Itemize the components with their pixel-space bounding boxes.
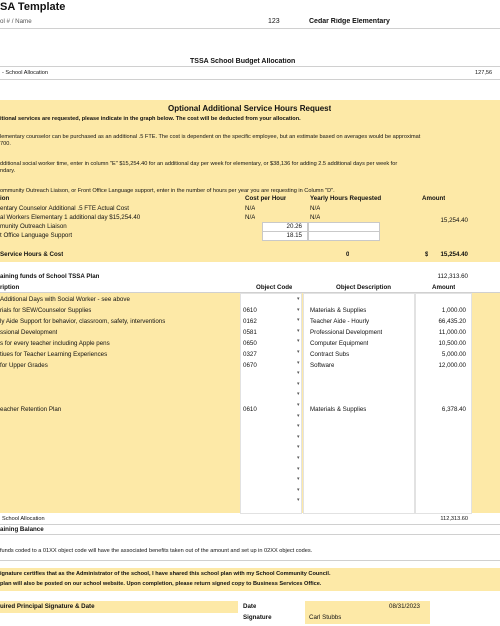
service-row-amount: 15,254.40 <box>440 217 468 224</box>
plan-row-amount[interactable]: 1,000.00 <box>441 307 466 314</box>
chevron-down-icon[interactable]: ▾ <box>297 476 300 482</box>
service-row-desc: al Workers Elementary 1 additional day $15,254.40 <box>0 214 141 221</box>
plan-row-amount[interactable]: 10,500.00 <box>438 340 466 347</box>
certification-line-2: plan will also be posted on our school website. Upon completion, please return signed copy to Business Services Office. <box>0 581 322 587</box>
object-code-column[interactable] <box>240 293 302 514</box>
service-row-cost: 18.15 <box>286 232 302 239</box>
plan-row-code[interactable]: 0610 <box>243 406 257 413</box>
plan-row-code[interactable]: 0650 <box>243 340 257 347</box>
plan-row-desc: rials for SEW/Counselor Supplies <box>0 307 92 314</box>
language-hours-input[interactable] <box>308 231 380 241</box>
service-row-cost: N/A <box>245 214 256 221</box>
plan-row-object[interactable]: Materials & Supplies <box>310 406 367 413</box>
service-row-cost: N/A <box>245 205 256 212</box>
plan-row-amount[interactable]: 12,000.00 <box>438 362 466 369</box>
amount-column[interactable] <box>415 293 472 514</box>
remaining-balance-label: aining Balance <box>0 526 44 533</box>
certification-line-1: ignature certifies that as the Administrator of the school, I have shared this school plan with my School Community Council. <box>0 571 331 577</box>
plan-row-desc: for Upper Grades <box>0 362 48 369</box>
chevron-down-icon[interactable]: ▾ <box>297 328 300 334</box>
col-description: ion <box>0 195 10 202</box>
school-number-name-label: ol # / Name <box>0 18 32 25</box>
plan-row-code[interactable]: 0610 <box>243 307 257 314</box>
school-name[interactable]: Cedar Ridge Elementary <box>309 18 390 25</box>
service-total-hours: 0 <box>346 251 350 258</box>
plan-row-desc: Additional Days with Social Worker - see above <box>0 296 130 303</box>
chevron-down-icon[interactable]: ▾ <box>297 349 300 355</box>
school-allocation-value: 127,56 <box>475 70 493 76</box>
optional-intro: itional services are requested, please indicate in the graph below. The cost will be deducted from your allocation. <box>0 116 301 122</box>
plan-row-object[interactable]: Computer Equipment <box>310 340 369 347</box>
plan-col-amount: Amount <box>432 284 456 291</box>
signature-label: Signature <box>243 614 272 621</box>
optional-services-title: Optional Additional Service Hours Request <box>168 104 332 113</box>
plan-row-object[interactable]: Contract Subs <box>310 351 350 358</box>
chevron-down-icon[interactable]: ▾ <box>297 317 300 323</box>
service-row-desc: munity Outreach Liaison <box>0 223 67 230</box>
plan-row-desc: tiues for Teacher Learning Experiences <box>0 351 108 358</box>
school-number[interactable]: 123 <box>268 18 280 25</box>
counselor-note: lementary counselor can be purchased as an additional .5 FTE. The cost is dependent on the specific employee, but an estimate based on averages would be approximat <box>0 134 421 140</box>
chevron-down-icon[interactable]: ▾ <box>297 455 300 461</box>
chevron-down-icon[interactable]: ▾ <box>297 402 300 408</box>
template-title: SA Template <box>0 1 66 13</box>
plan-row-amount[interactable]: 11,000.00 <box>438 329 466 336</box>
chevron-down-icon[interactable]: ▾ <box>297 391 300 397</box>
service-total-currency: $ <box>425 251 429 258</box>
remaining-funds-label: aining funds of School TSSA Plan <box>0 273 100 280</box>
plan-row-desc: s for every teacher including Apple pens <box>0 340 110 347</box>
service-row-hours: N/A <box>310 205 321 212</box>
chevron-down-icon[interactable]: ▾ <box>297 296 300 302</box>
plan-row-desc: eacher Retention Plan <box>0 406 62 413</box>
principal-signature-label: uired Principal Signature & Date <box>0 603 95 610</box>
plan-row-amount[interactable]: 5,000.00 <box>441 351 466 358</box>
service-row-hours: N/A <box>310 214 321 221</box>
plan-row-code[interactable]: 0162 <box>243 318 257 325</box>
social-worker-note: dditional social worker time, enter in column "E" $15,254.40 for an additional day per week for elementary, or $38,136 for adding 2.5 additional days per week for <box>0 161 398 167</box>
chevron-down-icon[interactable]: ▾ <box>297 497 300 503</box>
plan-col-object-description: Object Description <box>336 284 392 291</box>
chevron-down-icon[interactable]: ▾ <box>297 360 300 366</box>
plan-row-code[interactable]: 0327 <box>243 351 257 358</box>
service-total-amount: 15,254.40 <box>440 251 468 258</box>
plan-row-amount[interactable]: 6,378.40 <box>441 406 466 413</box>
object-description-column[interactable] <box>303 293 415 514</box>
date-label: Date <box>243 603 257 610</box>
signature-value[interactable]: Carl Stubbs <box>309 614 342 621</box>
service-row-cost: 20.26 <box>286 223 302 230</box>
plan-row-desc: ssional Development <box>0 329 58 336</box>
optional-services-section <box>0 100 500 262</box>
service-total-label: Service Hours & Cost <box>0 251 64 258</box>
plan-row-code[interactable]: 0670 <box>243 362 257 369</box>
chevron-down-icon[interactable]: ▾ <box>297 413 300 419</box>
plan-row-object[interactable]: Software <box>310 362 335 369</box>
social-worker-note-cont: ndary. <box>0 168 16 174</box>
chevron-down-icon[interactable]: ▾ <box>297 487 300 493</box>
plan-col-description: ription <box>0 284 20 291</box>
service-row-desc: t Office Language Support <box>0 232 73 239</box>
counselor-note-cont: 700. <box>0 141 11 147</box>
liaison-note: ommunity Outreach Liaison, or Front Office Language support, enter in the number of hours per year you are requesting in Column "D". <box>0 188 335 194</box>
date-value[interactable]: 08/31/2023 <box>389 603 420 610</box>
plan-row-object[interactable]: Teacher Aide - Hourly <box>310 318 370 325</box>
col-amount: Amount <box>422 195 446 202</box>
chevron-down-icon[interactable]: ▾ <box>297 338 300 344</box>
chevron-down-icon[interactable]: ▾ <box>297 434 300 440</box>
remaining-funds-value: 112,313.60 <box>437 273 468 280</box>
plan-col-object-code: Object Code <box>256 284 293 291</box>
chevron-down-icon[interactable]: ▾ <box>297 444 300 450</box>
col-yearly-hours: Yearly Hours Requested <box>310 195 382 202</box>
chevron-down-icon[interactable]: ▾ <box>297 370 300 376</box>
col-cost-per-hour: Cost per Hour <box>245 195 287 202</box>
chevron-down-icon[interactable]: ▾ <box>297 381 300 387</box>
chevron-down-icon[interactable]: ▾ <box>297 466 300 472</box>
plan-row-code[interactable]: 0581 <box>243 329 257 336</box>
plan-row-object[interactable]: Materials & Supplies <box>310 307 367 314</box>
section-title: TSSA School Budget Allocation <box>190 58 296 65</box>
chevron-down-icon[interactable]: ▾ <box>297 423 300 429</box>
chevron-down-icon[interactable]: ▾ <box>297 307 300 313</box>
school-allocation-footer-value: 112,313.60 <box>440 516 468 522</box>
school-allocation-footer-label: School Allocation <box>2 516 45 522</box>
plan-row-desc: ly Aide Support for behavior, classroom, safety, interventions <box>0 318 166 325</box>
plan-row-object[interactable]: Professional Development <box>310 329 383 336</box>
service-row-desc: entary Counselor Additional .5 FTE Actual Cost <box>0 205 129 212</box>
school-allocation-label: - School Allocation <box>2 70 49 76</box>
benefits-note: funds coded to a 01XX object code will have the associated benefits taken out of the amount and set up in 02XX object codes. <box>0 548 313 554</box>
plan-row-amount[interactable]: 66,435.20 <box>438 318 466 325</box>
